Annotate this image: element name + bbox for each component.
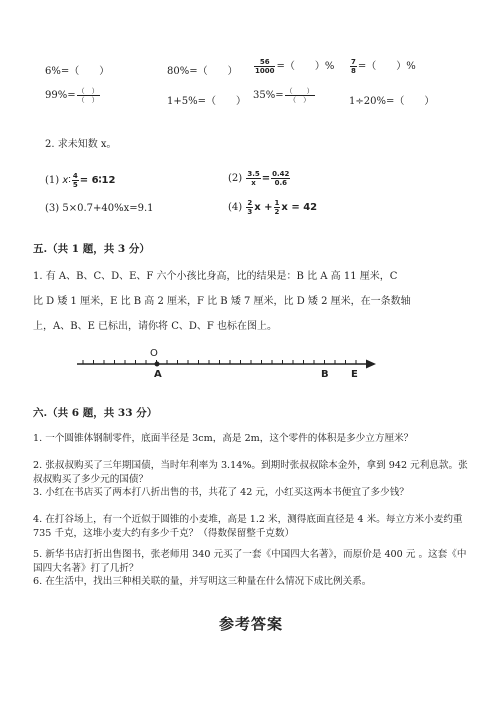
equation-2: (2) $\frac{3.5}{x}$ = $\frac{0.42}{0.6}$ — [228, 170, 290, 187]
axis-label-a: A — [154, 369, 162, 380]
fill-item: 1+5%=（ ） — [167, 96, 246, 107]
fill-item: 35%= $\frac{( )}{( )}$ — [253, 87, 314, 104]
problem-4: 4. 在打谷场上，有一个近似于圆锥的小麦堆，高是 1.2 米，测得底面直径是 4 米。每立方米小麦约重 735 千克，这堆小麦大约有多少千克？（得数保留整千克数） — [33, 514, 463, 539]
number-line — [0, 340, 500, 390]
problem-2: 2. 张叔叔购买了三年期国债，当时年利率为 3.14%。到期时张叔叔除本金外，拿到 942 元利息款。张叔叔购买了多少元的国债？ — [33, 460, 468, 485]
equation-1: (1) x∶ $\frac{4}{5}$ = 6∶12 — [45, 172, 116, 189]
problem-6: 6. 在生活中，找出三种相关联的量，并写明这三种量在什么情况下成比例关系。 — [33, 576, 372, 587]
fill-item: 80%=（ ） — [167, 66, 238, 77]
section-5-line: 1. 有 A、B、C、D、E、F 六个小孩比身高，比的结果是：B 比 A 高 11 厘米，C — [33, 271, 398, 282]
fill-item: 6%=（ ） — [45, 66, 110, 77]
axis-label-e: E — [351, 369, 358, 380]
fill-item: $\frac{7}{8}$ =（ ）% — [351, 58, 416, 75]
problem-3: 3. 小红在书店买了两本打八折出售的书，共花了 42 元，小红买这两本书便宜了多少钱？ — [33, 487, 409, 498]
axis-label-b: B — [321, 369, 329, 380]
axis-label-origin: O — [150, 348, 158, 359]
section-6-title: 六.（共 6 题，共 33 分） — [33, 407, 158, 419]
problem-5: 5. 新华书店打折出售图书，张老师用 340 元买了一套《中国四大名著》，而原价是 400 元 。这套《中国四大名著》打了几折？ — [33, 549, 467, 574]
origin-point — [155, 362, 159, 366]
fill-item: 1÷20%=（ ） — [349, 96, 435, 107]
equation-3: (3) 5×0.7+40%x=9.1 — [45, 203, 154, 214]
section-5-line: 上，A、B、E 已标出，请你将 C、D、F 也标在图上。 — [33, 321, 278, 332]
fill-item: $\frac{56}{1000}$ =（ ）% — [255, 58, 335, 75]
solve-heading: 2. 求未知数 x。 — [45, 139, 117, 150]
fill-item: 99%= $\frac{( )}{( )}$ — [45, 87, 99, 104]
section-5-line: 比 D 矮 1 厘米，E 比 B 高 2 厘米，F 比 B 矮 7 厘米，比 D 矮 2 厘米，在一条数轴 — [33, 296, 411, 307]
equation-4: (4) $\frac{2}{3}$ x + $\frac{1}{2}$ x = 42 — [228, 199, 318, 216]
problem-1: 1. 一个圆锥体钢制零件，底面半径是 3cm，高是 2m，这个零件的体积是多少立方厘米？ — [33, 433, 414, 444]
answer-title: 参考答案 — [219, 615, 284, 633]
section-5-title: 五.（共 1 题，共 3 分） — [33, 243, 150, 255]
